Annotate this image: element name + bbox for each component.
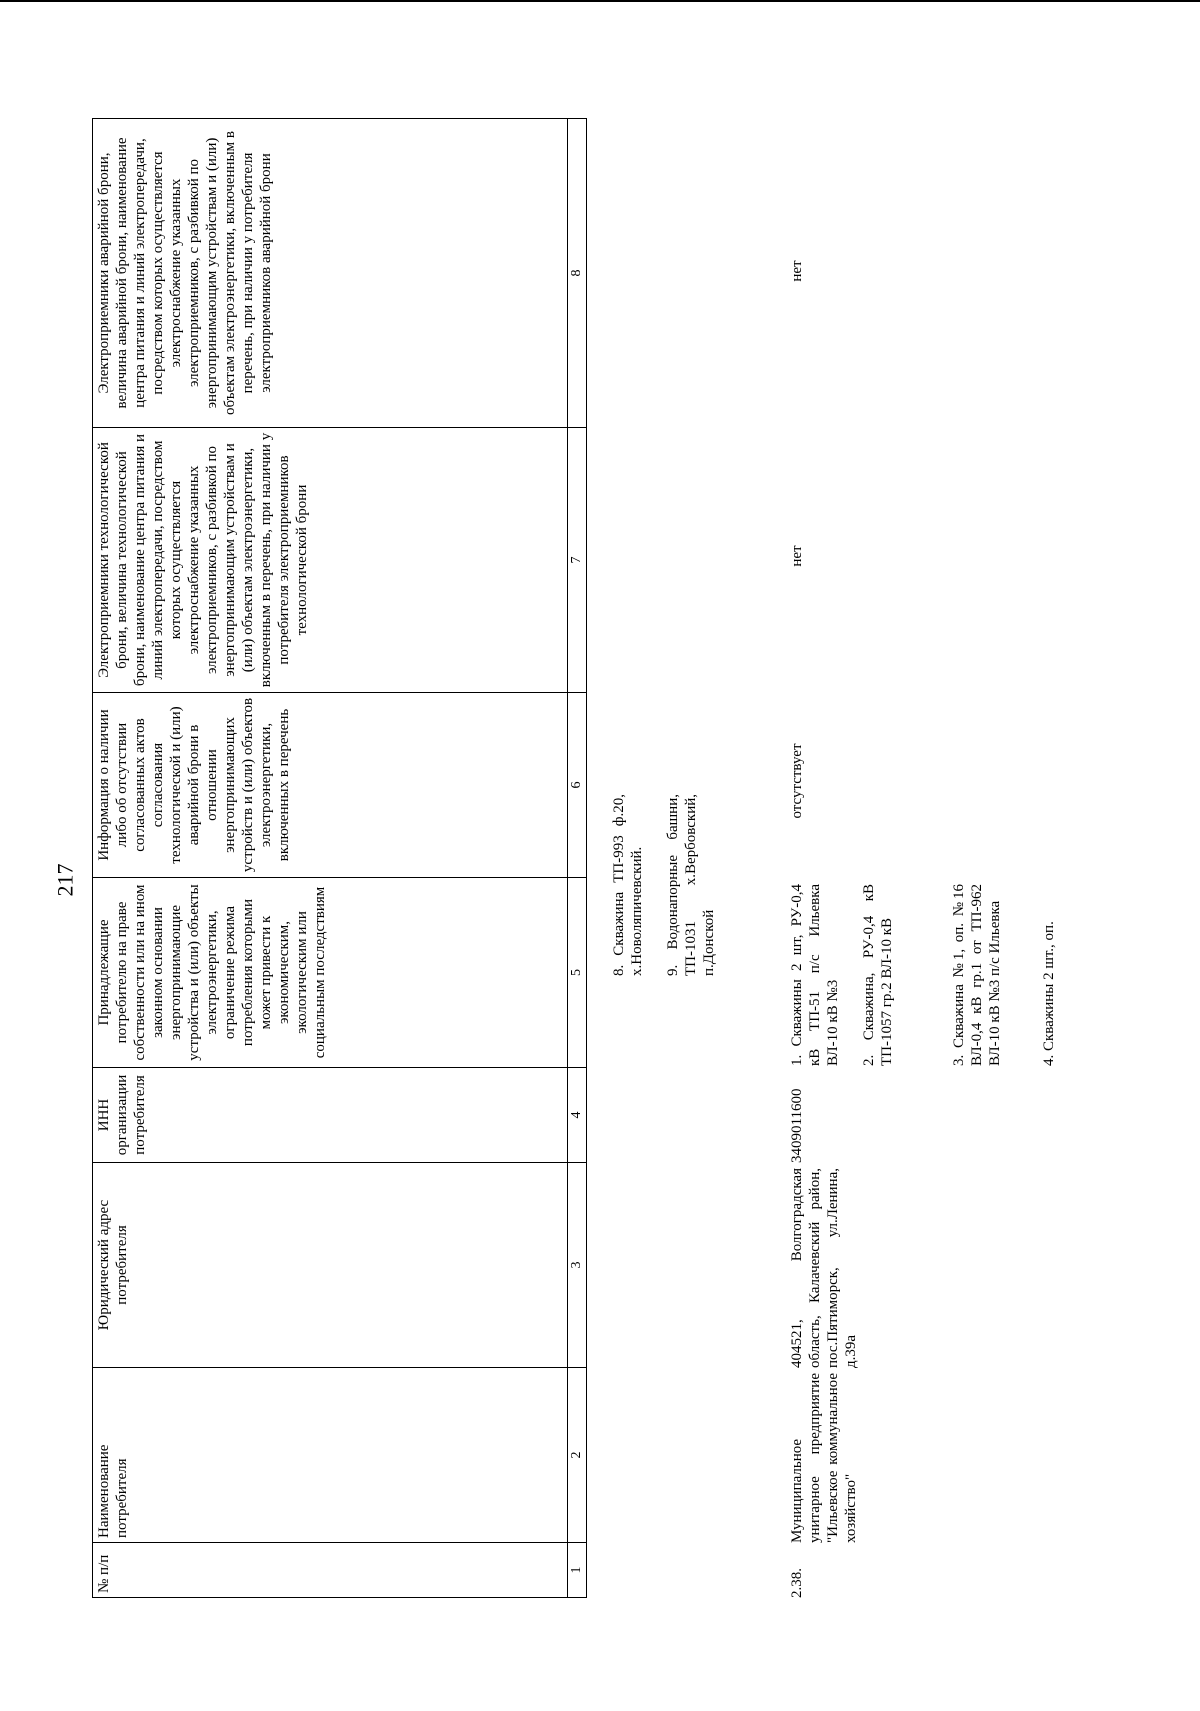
header-col-devices: Принадлежащие потребителю на праве собственности или на ином законном основании энергопринимающие устройства и (или) объекты электроэнергетики, ограничение режима потребления которыми может привести к экономическим, экологическим или социальным последствиям	[93, 878, 568, 1068]
header-col-inn: ИНН организации потребителя	[93, 1068, 568, 1163]
header-col-address: Юридический адрес потребителя	[93, 1163, 568, 1368]
column-number: 3	[568, 1163, 587, 1368]
tech-reserve: нет	[789, 545, 805, 567]
header-col-emergency-reserve: Электроприемники аварийной брони, величина аварийной брони, наименование центра питания и линий электропередачи, посредством которых осуществляется электроснабжение указанных электроприемников, с разбивкой по энергопринимающим устройствам и (или) объектам электроэнергетики, включенным в перечень, при наличии у потребителя электроприемников аварийной брони	[93, 119, 568, 428]
column-number: 7	[568, 428, 587, 693]
acts-info: отсутствует	[789, 743, 805, 819]
column-number: 2	[568, 1368, 587, 1543]
device-item-4: 4. Скважины 2 шт., оп.	[1041, 921, 1057, 1066]
column-number: 6	[568, 693, 587, 878]
device-item-2: 2. Скважина, РУ-0,4 кВ ТП-1057 гр.2 ВЛ-10 кВ	[861, 884, 895, 1066]
device-item-3: 3. Скважина №1, оп. №16 ВЛ-0,4 кВ гр.1 от ТП-962 ВЛ-10 кВ №3 п/с Ильевка	[951, 884, 1003, 1066]
consumer-inn: 3409011600	[789, 1088, 805, 1163]
header-row	[93, 119, 568, 1598]
column-number: 1	[568, 1543, 587, 1598]
header-col-num: № п/п	[93, 1543, 568, 1598]
emergency-reserve: нет	[789, 260, 805, 282]
page-number: 217	[52, 863, 77, 897]
column-number: 4	[568, 1068, 587, 1163]
column-number: 8	[568, 119, 587, 428]
row-number: 2.38.	[789, 1568, 805, 1598]
device-item-1: 1. Скважины 2 шт, РУ-0,4 кВ ТП-51 п/с Ильевка ВЛ-10 кВ №3	[789, 884, 841, 1066]
device-item-8: 8. Скважина ТП-993 ф.20, х.Новоляпичевский.	[611, 794, 645, 976]
header-col-name: Наименование потребителя	[93, 1368, 568, 1543]
consumer-name: Муниципальное унитарное предприятие "Ильевское коммунальное хозяйство"	[789, 1373, 859, 1543]
device-list	[788, 884, 1058, 1066]
table-header	[92, 118, 587, 1598]
header-col-tech-reserve: Электроприемники технологической брони, величина технологической брони, наименование центра питания и линий электропередачи, посредством которых осуществляется электроснабжение указанных электроприемников, с разбивкой по энергопринимающим устройствам и (или) объектам электроэнергетики, включенным в перечень, при наличии у потребителя электроприемников технологической брони	[93, 428, 568, 693]
device-item-9: 9. Водонапорные башни, ТП-1031 х.Вербовский, п.Донской	[665, 794, 717, 976]
column-number-row	[568, 119, 587, 1598]
continuation-items	[610, 794, 718, 976]
header-col-acts: Информация о наличии либо об отсутствии согласованных актов согласования технологической и (или) аварийной брони в отношении энергопринимающих устройств и (или) объектов электроэнергетики, включенных в перечень	[93, 693, 568, 878]
column-number: 5	[568, 878, 587, 1068]
consumer-address: 404521, Волгоградская область, Калачевский район, пос.Пятиморск, ул.Ленина, д.39а	[789, 1168, 859, 1368]
